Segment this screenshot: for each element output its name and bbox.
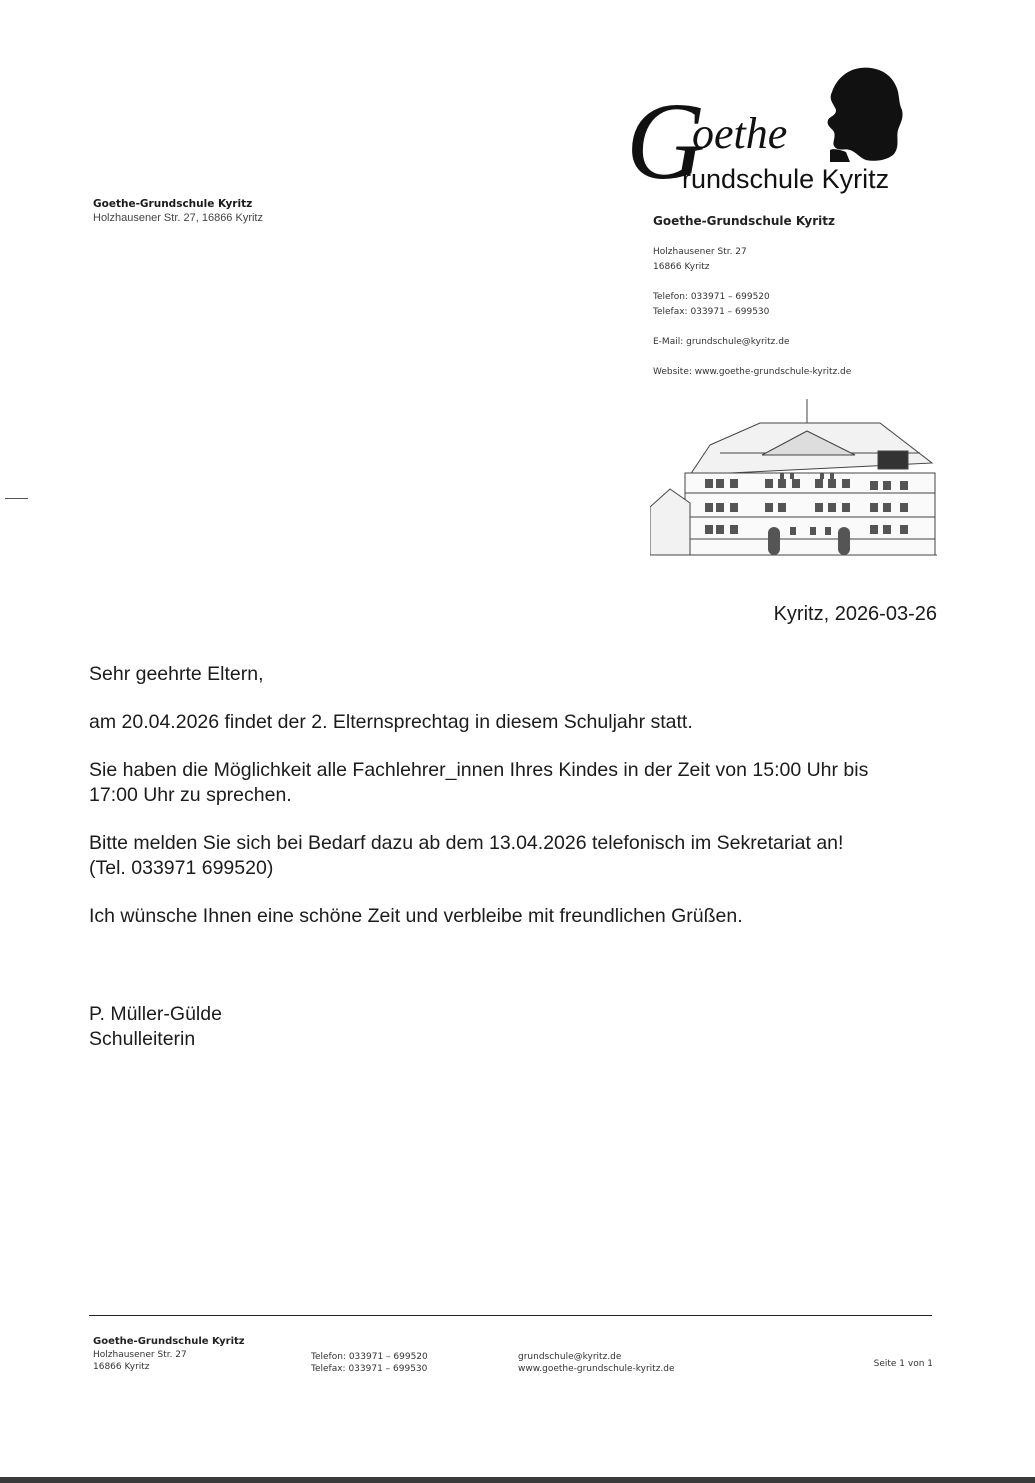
footer-divider — [89, 1315, 932, 1316]
footer-school-name: Goethe-Grundschule Kyritz — [93, 1336, 245, 1347]
letter-paragraph: Bitte melden Sie sich bei Bedarf dazu ab dem 13.04.2026 telefonisch im Sekretariat an! (Tel. 033971 699520) — [89, 832, 844, 879]
contact-phone: Telefon: 033971 – 699520 — [653, 292, 770, 302]
contact-fax: Telefax: 033971 – 699530 — [653, 307, 770, 317]
footer-web — [518, 1351, 675, 1375]
footer-website: www.goethe-grundschule-kyritz.de — [518, 1364, 675, 1374]
footer-street: Holzhausener Str. 27 — [93, 1350, 187, 1360]
sender-name: Goethe-Grundschule Kyritz — [93, 198, 253, 210]
footer-email: grundschule@kyritz.de — [518, 1352, 622, 1362]
footer-address — [93, 1335, 245, 1373]
footer-fax: Telefax: 033971 – 699530 — [311, 1364, 428, 1374]
footer-phone-fax — [311, 1351, 428, 1375]
sender-return-address — [93, 197, 263, 226]
logo-letter-g: G — [626, 80, 706, 202]
contact-website: Website: www.goethe-grundschule-kyritz.de — [653, 367, 852, 377]
sender-address: Holzhausener Str. 27, 16866 Kyritz — [93, 212, 263, 224]
footer-phone: Telefon: 033971 – 699520 — [311, 1352, 428, 1362]
contact-school-name: Goethe-Grundschule Kyritz — [653, 214, 835, 228]
school-contact-block — [653, 212, 851, 380]
footer-city: 16866 Kyritz — [93, 1362, 150, 1372]
logo-script-text: oethe — [692, 109, 788, 158]
letter-body — [89, 662, 949, 952]
footer-page-number: Seite 1 von 1 — [873, 1359, 933, 1369]
school-logo — [624, 66, 934, 201]
letter-paragraph: am 20.04.2026 findet der 2. Elternsprechtag in diesem Schuljahr statt. — [89, 711, 693, 733]
signature-name: P. Müller-Gülde — [89, 1003, 222, 1025]
school-building-drawing — [650, 393, 937, 559]
letter-closing: Ich wünsche Ihnen eine schöne Zeit und verbleibe mit freundlichen Grüßen. — [89, 905, 743, 927]
viewer-bottom-bar — [0, 1477, 1035, 1483]
contact-city: 16866 Kyritz — [653, 262, 710, 272]
signature-role: Schulleiterin — [89, 1028, 196, 1050]
logo-block-text: rundschule Kyritz — [682, 164, 890, 194]
letter-date: Kyritz, 2026-03-26 — [773, 603, 937, 625]
goethe-silhouette-icon — [820, 66, 904, 162]
letter-paragraph: Sie haben die Möglichkeit alle Fachlehrer_innen Ihres Kindes in der Zeit von 15:00 Uhr bis 17:00 Uhr zu sprechen. — [89, 759, 869, 806]
fold-mark — [5, 498, 28, 499]
letter-salutation: Sehr geehrte Eltern, — [89, 663, 264, 685]
contact-street: Holzhausener Str. 27 — [653, 247, 747, 257]
contact-email: E-Mail: grundschule@kyritz.de — [653, 337, 790, 347]
signature-block — [89, 1002, 222, 1052]
